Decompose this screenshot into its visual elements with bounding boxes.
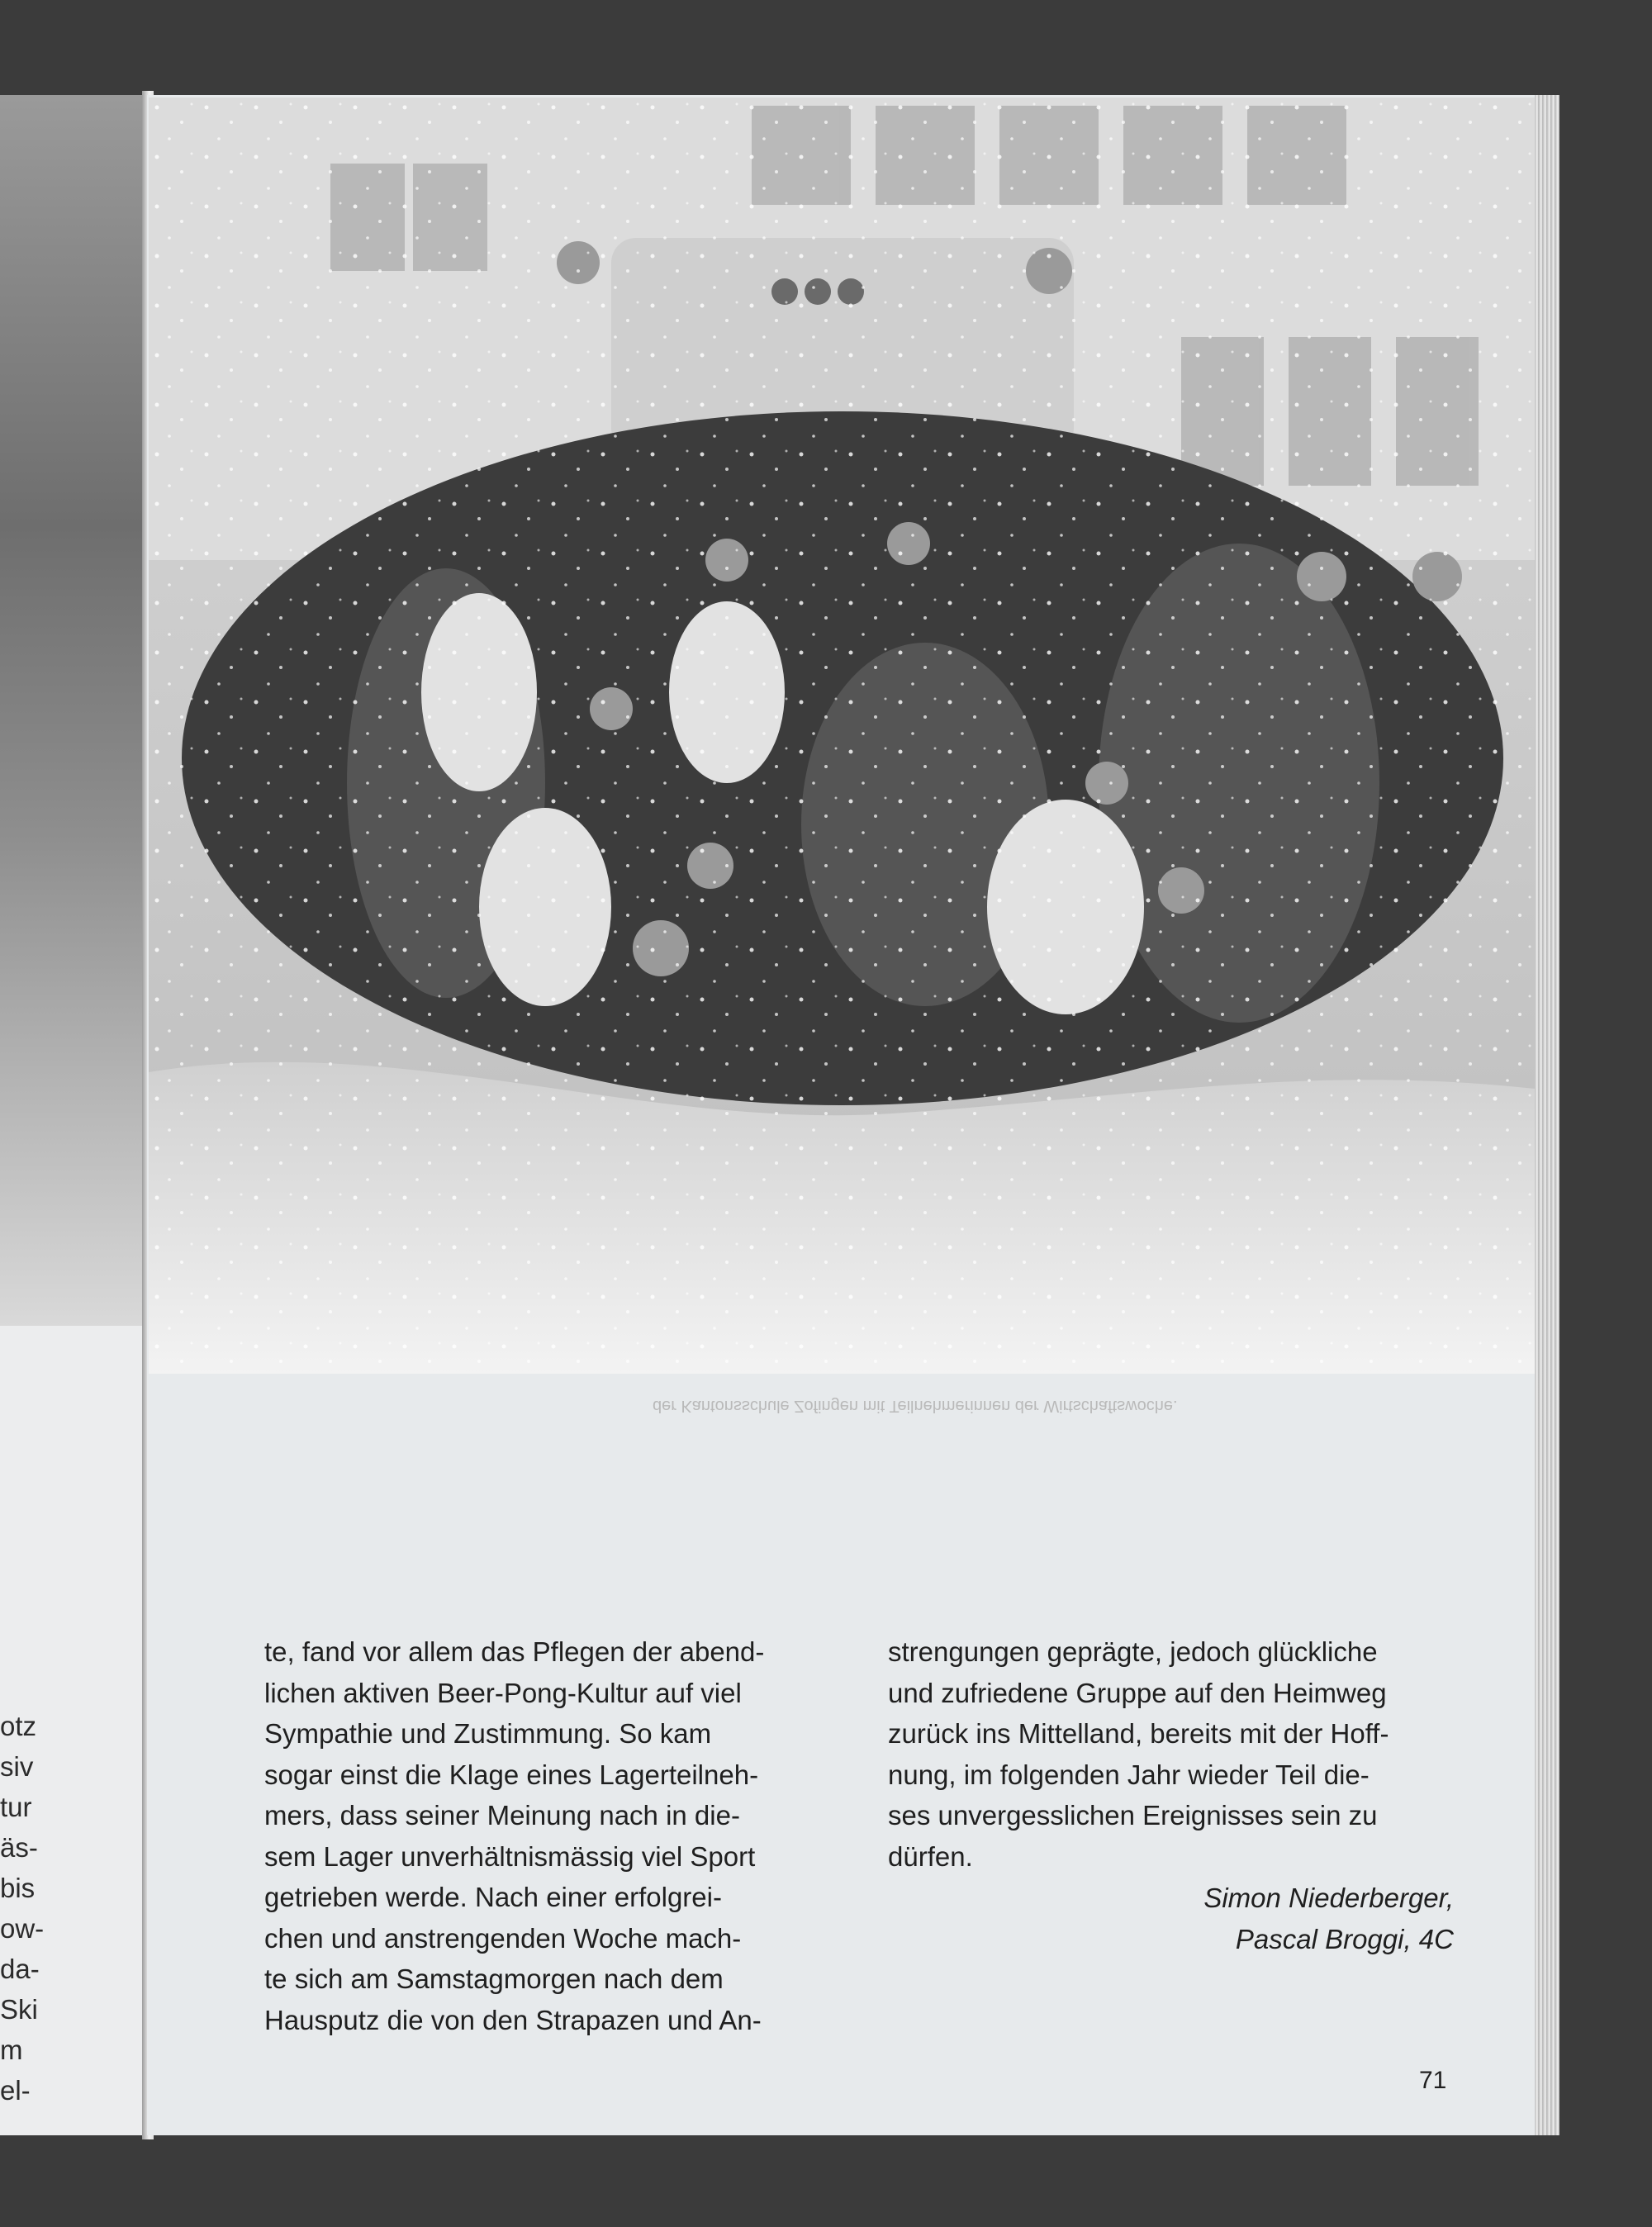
text-line: sogar einst die Klage eines Lagerteilneh- xyxy=(264,1759,759,1790)
article-column-1 xyxy=(264,1631,834,2040)
text-line: nung, im folgenden Jahr wieder Teil die- xyxy=(888,1759,1370,1790)
text-line: zurück ins Mittelland, bereits mit der Hoff- xyxy=(888,1718,1389,1749)
author-line: Pascal Broggi, 4C xyxy=(1235,1923,1454,1954)
text-line: getrieben werde. Nach einer erfolgrei- xyxy=(264,1882,722,1912)
text-line: te sich am Samstagmorgen nach dem xyxy=(264,1963,724,1994)
text-line: sem Lager unverhältnismässig viel Sport xyxy=(264,1840,756,1872)
group-ski-photo xyxy=(149,97,1535,1374)
article-authors xyxy=(1203,1878,1454,1959)
left-fragment: el- xyxy=(0,2075,31,2106)
group-ski-photo-icon xyxy=(149,97,1535,1374)
left-fragment: bis xyxy=(0,1873,36,1903)
left-fragment: siv xyxy=(0,1751,34,1782)
text-line: chen und anstrengenden Woche mach- xyxy=(264,1922,742,1954)
left-fragment: otz xyxy=(0,1711,37,1741)
left-fragment: m xyxy=(0,2035,23,2065)
page-number: 71 xyxy=(1419,2067,1447,2094)
text-line: Sympathie und Zustimmung. So kam xyxy=(264,1718,712,1749)
text-line: und zufriedene Gruppe auf den Heimweg xyxy=(888,1677,1387,1708)
text-line: mers, dass seiner Meinung nach in die- xyxy=(264,1800,740,1831)
article-column-2 xyxy=(888,1631,1458,1877)
left-fragment: tur xyxy=(0,1792,32,1822)
text-line: ses unvergesslichen Ereignisses sein zu xyxy=(888,1800,1378,1831)
left-page-photo xyxy=(0,95,147,1326)
author-line: Simon Niederberger, xyxy=(1203,1883,1454,1913)
text-line: strengungen geprägte, jedoch glückliche xyxy=(888,1636,1378,1667)
left-fragment: Ski xyxy=(0,1994,38,2025)
text-line: lichen aktiven Beer-Pong-Kultur auf viel xyxy=(264,1677,742,1708)
left-page xyxy=(0,95,147,2135)
text-line: Hausputz die von den Strapazen und An- xyxy=(264,2004,762,2035)
page-edge xyxy=(1535,95,1559,2135)
left-fragment: äs- xyxy=(0,1832,38,1863)
left-page-text-fragments xyxy=(0,1706,50,2111)
left-fragment: ow- xyxy=(0,1913,45,1944)
left-fragment: da- xyxy=(0,1954,40,1984)
photo-caption: der Kantonsschule Zofingen mit Teilnehmerinnen der Wirtschaftswoche. xyxy=(653,1397,1178,1415)
text-line: dürfen. xyxy=(888,1840,973,1872)
text-line: te, fand vor allem das Pflegen der abend- xyxy=(264,1636,765,1667)
